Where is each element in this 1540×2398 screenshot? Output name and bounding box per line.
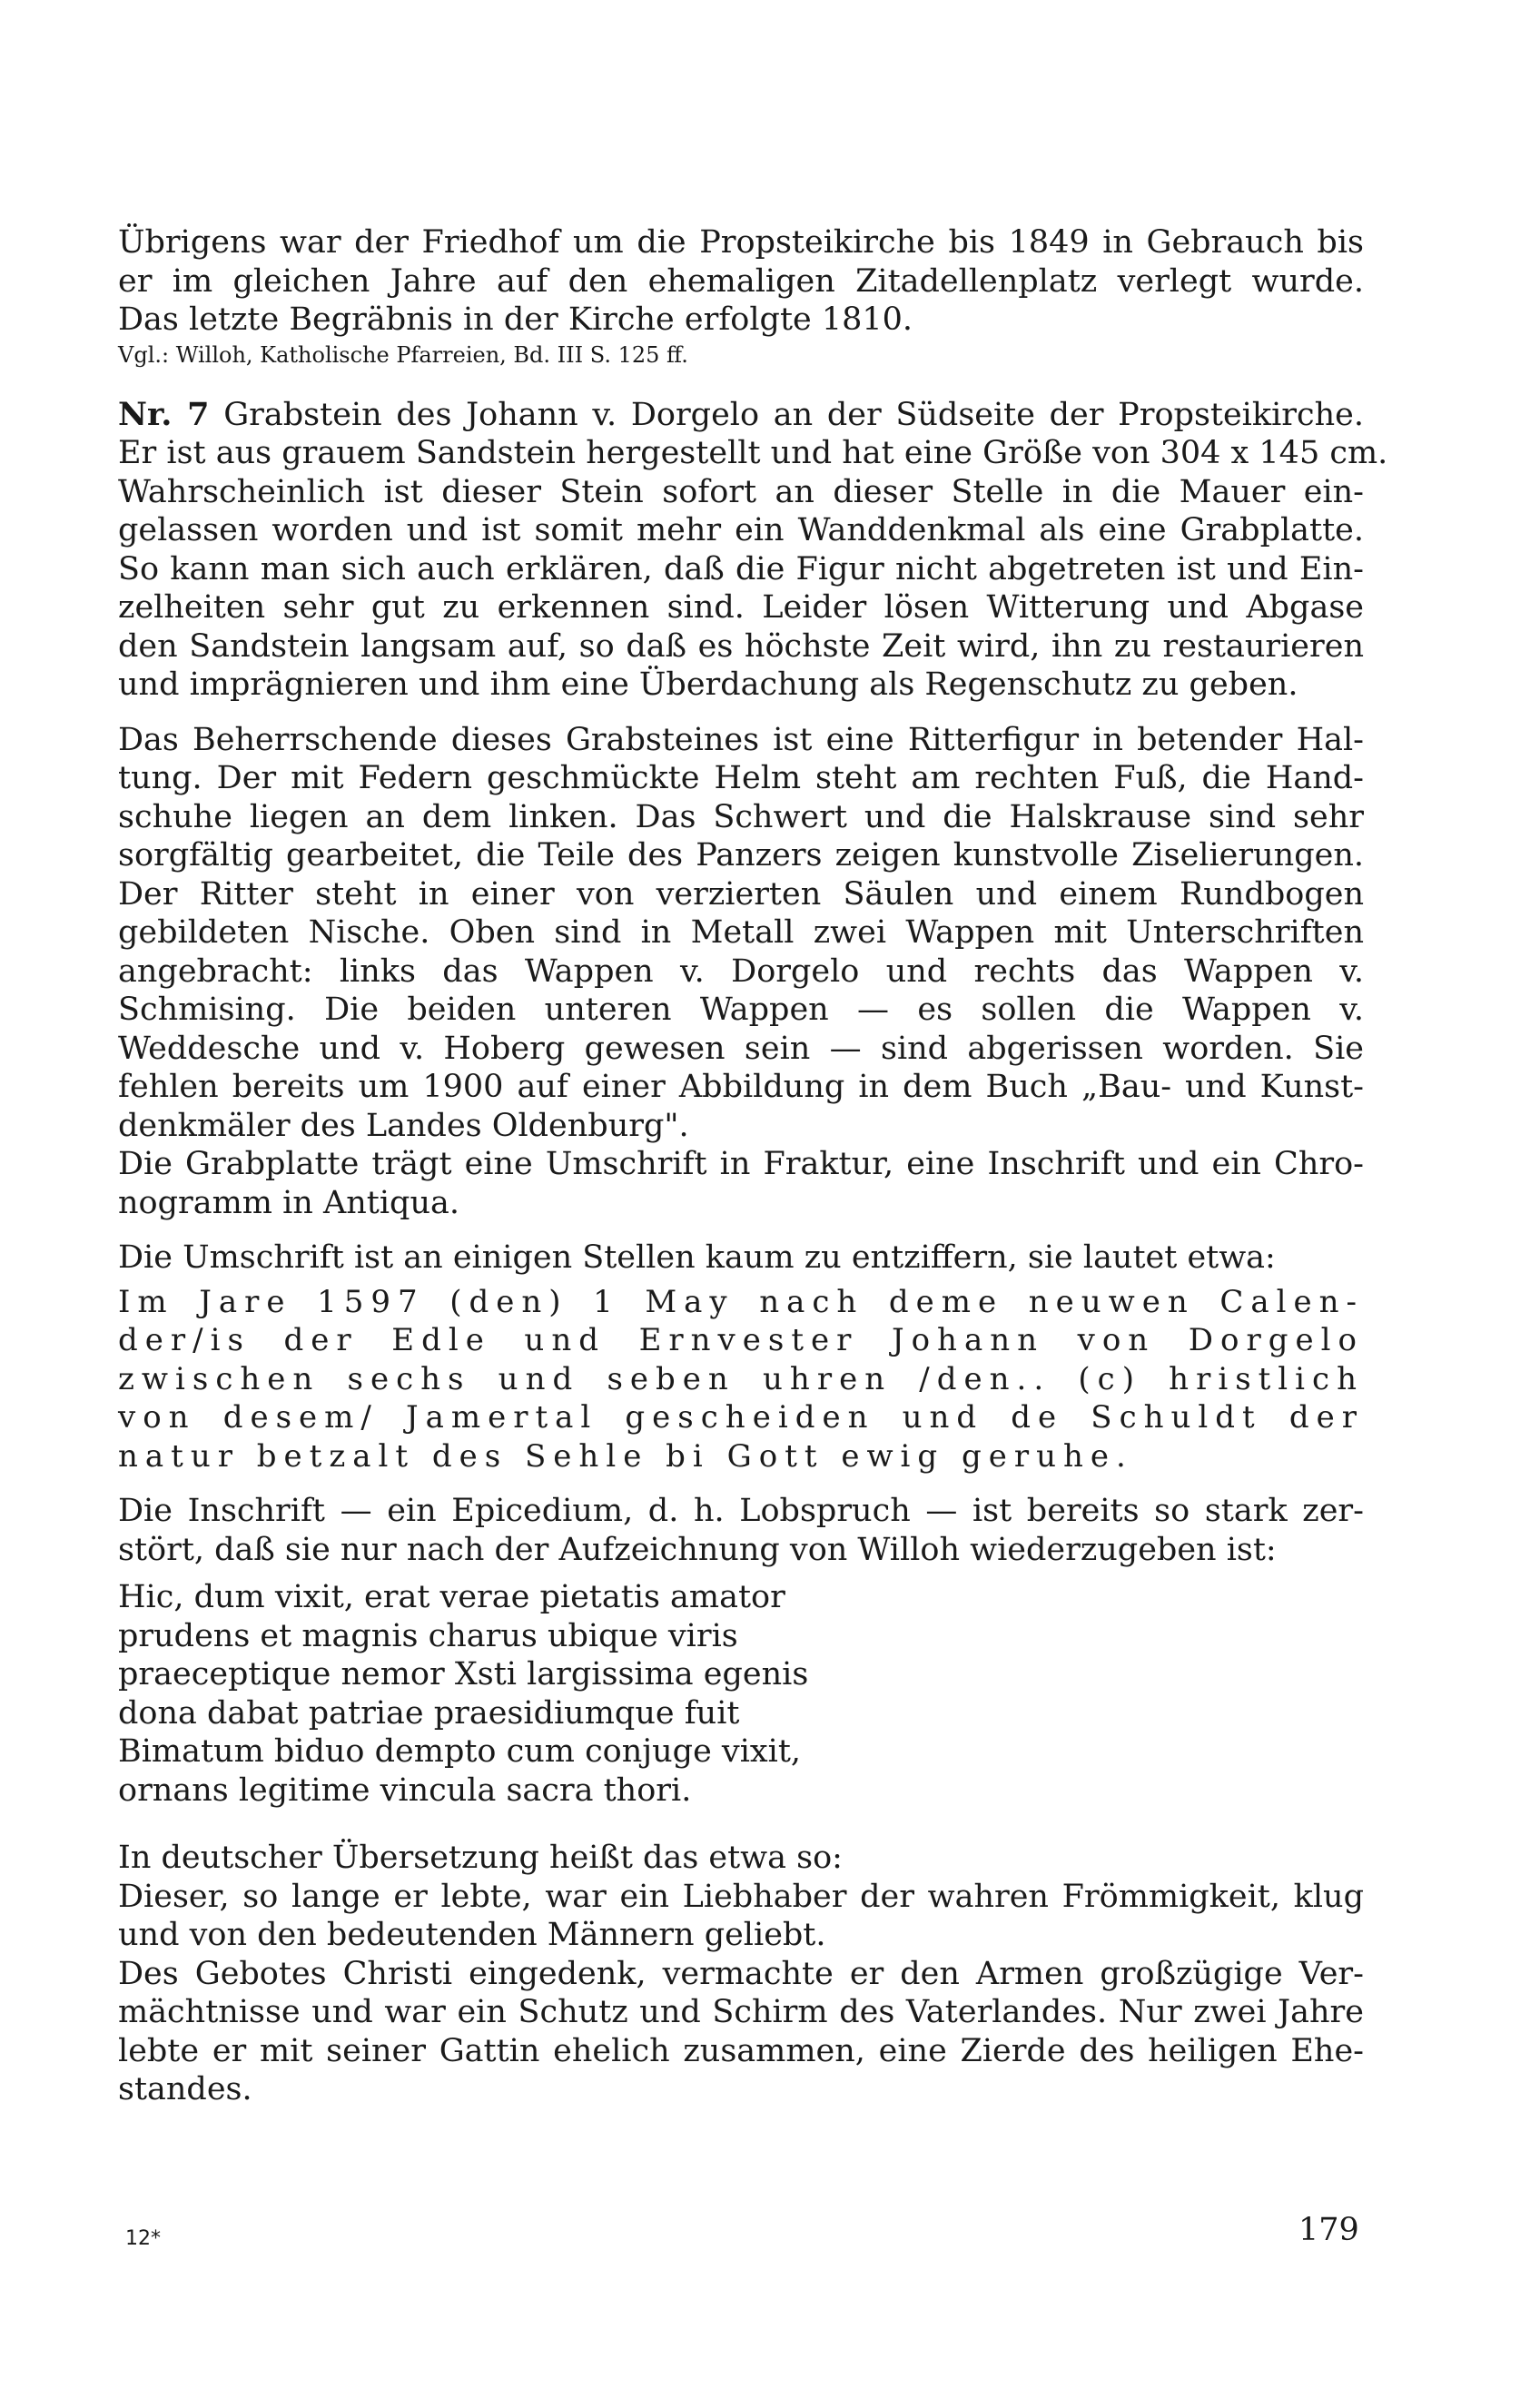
footnote-reference: Vgl.: Willoh, Katholische Pfarreien, Bd. III S. 125 ff. [118,341,688,368]
text-line: denkmäler des Landes Oldenburg". [118,1107,689,1144]
text-line: und imprägnieren und ihm eine Überdachung als Regenschutz zu geben. [118,666,1298,703]
text-line: nogramm in Antiqua. [118,1184,459,1221]
paragraph-ritterfigur [118,721,1364,1146]
verse-line: praeceptique nemor Xsti largissima egenis [118,1656,809,1692]
text-line: den Sandstein langsam auf, so daß es höchste Zeit wird, ihn zu restaurieren [118,627,1364,665]
paragraph-inschrift-intro [118,1492,1364,1569]
text-line: er im gleichen Jahre auf den ehemaligen Zitadellenplatz verlegt wurde. [118,262,1364,300]
paragraph-umschrift-intro [118,1238,1364,1278]
text-line: Weddesche und v. Hoberg gewesen sein — sind abgerissen worden. Sie [118,1030,1364,1067]
text-line: Das letzte Begräbnis in der Kirche erfolgte 1810. [118,301,913,338]
paragraph-grabstein-nr7 [118,395,1388,705]
text-line: Übrigens war der Friedhof um die Propsteikirche bis 1849 in Gebrauch bis [118,224,1364,261]
text-line: tung. Der mit Federn geschmückte Helm steht am rechten Fuß, die Hand- [118,760,1364,796]
signature-mark: 12* [125,2227,161,2250]
text-line: zelheiten sehr gut zu erkennen sind. Leider lösen Witterung und Abgase [118,589,1364,626]
text-line: natur betzalt des Sehle bi Gott ewig geruhe. [118,1437,1133,1475]
text-line: und von den bedeutenden Männern geliebt. [118,1917,826,1953]
text-line: Schmising. Die beiden unteren Wappen — es sollen die Wappen v. [118,992,1364,1028]
text-segment: Grabstein des Johann v. Dorgelo an der Südseite der Propsteikirche. [209,396,1364,433]
entry-number: Nr. 7 [118,395,210,433]
text-line: sorgfältig gearbeitet, die Teile des Panzers zeigen kunstvolle Ziselierungen. [118,837,1364,873]
page-number: 179 [1298,2212,1359,2248]
text-line: Die Grabplatte trägt eine Umschrift in Fraktur, eine Inschrift und ein Chro- [118,1146,1364,1182]
text-line: standes. [118,2071,252,2107]
paragraph-uebersetzung-intro [118,1839,1364,1878]
text-line: gebildeten Nische. Oben sind in Metall zwei Wappen mit Unterschriften [118,914,1364,951]
text-line: Im Jare 1597 (den) 1 May nach deme neuwen Calen- [118,1283,1364,1320]
text-line: der/is der Edle und Ernvester Johann von Dorgelo [118,1322,1364,1358]
latin-epicedium-verse [118,1578,1364,1810]
paragraph-grabplatte [118,1145,1364,1222]
text-line: Des Gebotes Christi eingedenk, vermachte er den Armen großzügige Ver- [118,1955,1364,1992]
text-line: Das Beherrschende dieses Grabsteines ist eine Ritterfigur in betender Hal- [118,721,1364,758]
text-line: Wahrscheinlich ist dieser Stein sofort an dieser Stelle in die Mauer ein- [118,473,1364,510]
text-line: Dieser, so lange er lebte, war ein Liebhaber der wahren Frömmigkeit, klug [118,1878,1364,1915]
verse-line: Hic, dum vixit, erat verae pietatis amator [118,1579,785,1615]
text-line: zwischen sechs und seben uhren /den.. (c) hristlich [118,1360,1364,1397]
text-line: gelassen worden und ist somit mehr ein Wanddenkmal als eine Grabplatte. [118,512,1364,548]
verse-line: dona dabat patriae praesidiumque fuit [118,1694,740,1732]
text-line: Die Umschrift ist an einigen Stellen kaum zu entziffern, sie lautet etwa: [118,1239,1276,1276]
text-line: lebte er mit seiner Gattin ehelich zusammen, eine Zierde des heiligen Ehe- [118,2032,1364,2069]
text-line: von desem/ Jamertal gescheiden und de Schuldt der [118,1399,1364,1436]
text-line: mächtnisse und war ein Schutz und Schirm des Vaterlandes. Nur zwei Jahre [118,1994,1364,2030]
text-line: stört, daß sie nur nach der Aufzeichnung von Willoh wiederzugeben ist: [118,1531,1277,1568]
text-column [118,223,1388,2109]
paragraph-uebersetzung-1 [118,1878,1364,1955]
text-line: angebracht: links das Wappen v. Dorgelo und rechts das Wappen v. [118,952,1364,990]
text-line: schuhe liegen an dem linken. Das Schwert und die Halskrause sind sehr [118,798,1364,835]
verse-line: prudens et magnis charus ubique viris [118,1617,738,1654]
text-line [118,396,1364,435]
text-line: Der Ritter steht in einer von verzierten Säulen und einem Rundbogen [118,875,1364,913]
text-line: So kann man sich auch erklären, daß die Figur nicht abgetreten ist und Ein- [118,550,1364,587]
paragraph-uebersetzung-2 [118,1955,1364,2109]
text-line: Die Inschrift — ein Epicedium, d. h. Lobspruch — ist bereits so stark zer- [118,1493,1364,1529]
paragraph-umschrift-text [118,1283,1364,1476]
text-line: In deutscher Übersetzung heißt das etwa so: [118,1840,843,1876]
paragraph-friedhof [118,223,1364,340]
text-line: fehlen bereits um 1900 auf einer Abbildung in dem Buch „Bau- und Kunst- [118,1069,1364,1105]
verse-line: Bimatum biduo dempto cum conjuge vixit, [118,1733,802,1770]
verse-line: ornans legitime vincula sacra thori. [118,1771,692,1809]
text-line: Er ist aus grauem Sandstein hergestellt und hat eine Größe von 304 x 145 cm. [118,435,1388,471]
